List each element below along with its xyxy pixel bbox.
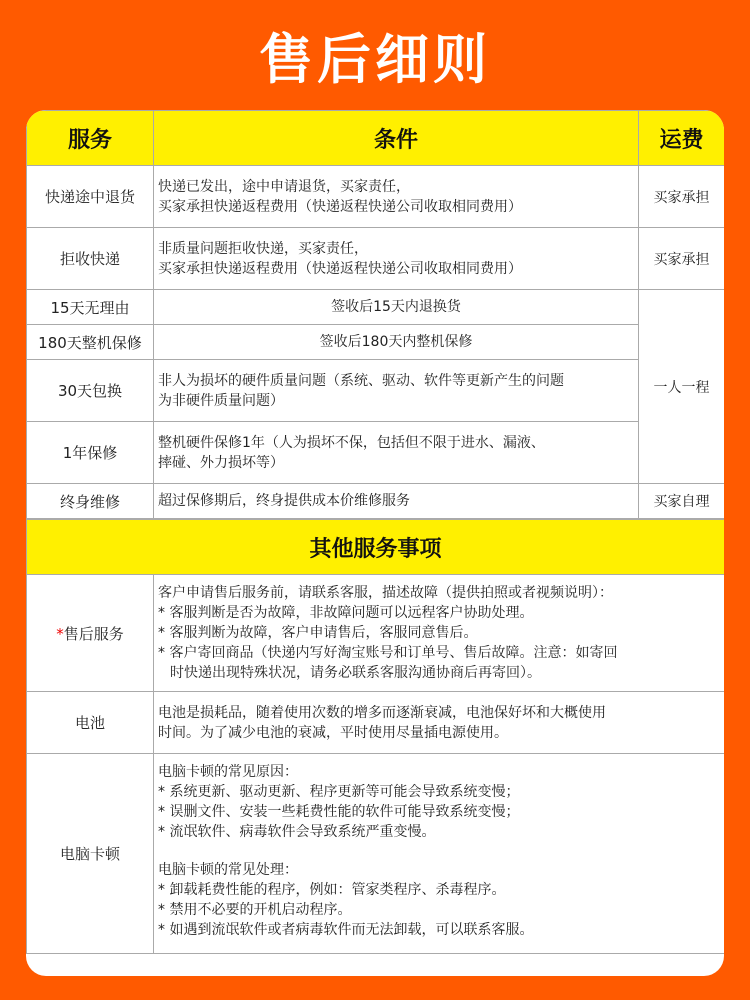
content-cell: 客户申请售后服务前，请联系客服，描述故障（提供拍照或者视频说明）： * 客服判断是否为故障，非故障问题可以远程客户协助处理。 * 客服判断为故障，客户申请售后，客服同意售后。 * 客户寄回商品（快递内写好淘宝账号和订单号、售后故障。注意：如寄回 时快递出现特殊状况，请务必联系客服沟通协商后再寄回）。 (154, 575, 725, 692)
table-row (27, 360, 725, 422)
table-row (27, 228, 725, 290)
table-row (27, 575, 725, 692)
after-sales-card (26, 110, 724, 976)
service-cell: 拒收快递 (27, 228, 154, 290)
condition-cell: 非质量问题拒收快递，买家责任， 买家承担快递返程费用（快递返程快递公司收取相同费用） (154, 228, 639, 290)
header-fee: 运费 (639, 111, 725, 166)
service-cell: 1年保修 (27, 422, 154, 484)
table-row (27, 692, 725, 754)
other-services-header-row (27, 520, 725, 575)
fee-cell: 买家自理 (639, 484, 725, 519)
condition-cell: 签收后180天内整机保修 (154, 325, 639, 360)
content-cell: 电池是损耗品，随着使用次数的增多而逐渐衰减，电池保好坏和大概使用 时间。为了减少电池的衰减，平时使用尽量插电源使用。 (154, 692, 725, 754)
condition-cell: 签收后15天内退换货 (154, 290, 639, 325)
content-cell: 电脑卡顿的常见原因： * 系统更新、驱动更新、程序更新等可能会导致系统变慢； * 误删文件、安装一些耗费性能的软件可能导致系统变慢； * 流氓软件、病毒软件会导致系统严重变慢。 电脑卡顿的常见处理： * 卸载耗费性能的程序，例如：管家类程序、杀毒程序。 * 禁用不必要的开机启动程序。 * 如遇到流氓软件或者病毒软件而无法卸载，可以联系客服。 (154, 754, 725, 954)
service-cell: 快递途中退货 (27, 166, 154, 228)
service-cell: 电脑卡顿 (27, 754, 154, 954)
service-cell: *售后服务 (27, 575, 154, 692)
header-condition: 条件 (154, 111, 639, 166)
condition-cell: 非人为损坏的硬件质量问题（系统、驱动、软件等更新产生的问题 为非硬件质量问题） (154, 360, 639, 422)
table-row (27, 754, 725, 954)
other-services-title: 其他服务事项 (27, 520, 725, 575)
service-cell: 终身维修 (27, 484, 154, 519)
table-row (27, 325, 725, 360)
table-row (27, 422, 725, 484)
table-row (27, 166, 725, 228)
condition-cell: 整机硬件保修1年（人为损坏不保，包括但不限于进水、漏液、 摔碰、外力损坏等） (154, 422, 639, 484)
service-cell: 15天无理由 (27, 290, 154, 325)
page-title: 售后细则 (259, 28, 491, 91)
service-cell: 180天整机保修 (27, 325, 154, 360)
header-service: 服务 (27, 111, 154, 166)
required-star: * (56, 624, 64, 643)
service-cell: 电池 (27, 692, 154, 754)
other-services-table (26, 519, 724, 954)
fee-cell: 买家承担 (639, 228, 725, 290)
table-row (27, 290, 725, 325)
fee-cell: 买家承担 (639, 166, 725, 228)
after-sales-table (26, 110, 724, 519)
condition-cell: 快递已发出，途中申请退货，买家责任， 买家承担快递返程费用（快递返程快递公司收取相同费用） (154, 166, 639, 228)
service-cell: 30天包换 (27, 360, 154, 422)
table-row (27, 484, 725, 519)
table-header-row (27, 111, 725, 166)
condition-cell: 超过保修期后，终身提供成本价维修服务 (154, 484, 639, 519)
fee-cell-merged: 一人一程 (639, 290, 725, 484)
